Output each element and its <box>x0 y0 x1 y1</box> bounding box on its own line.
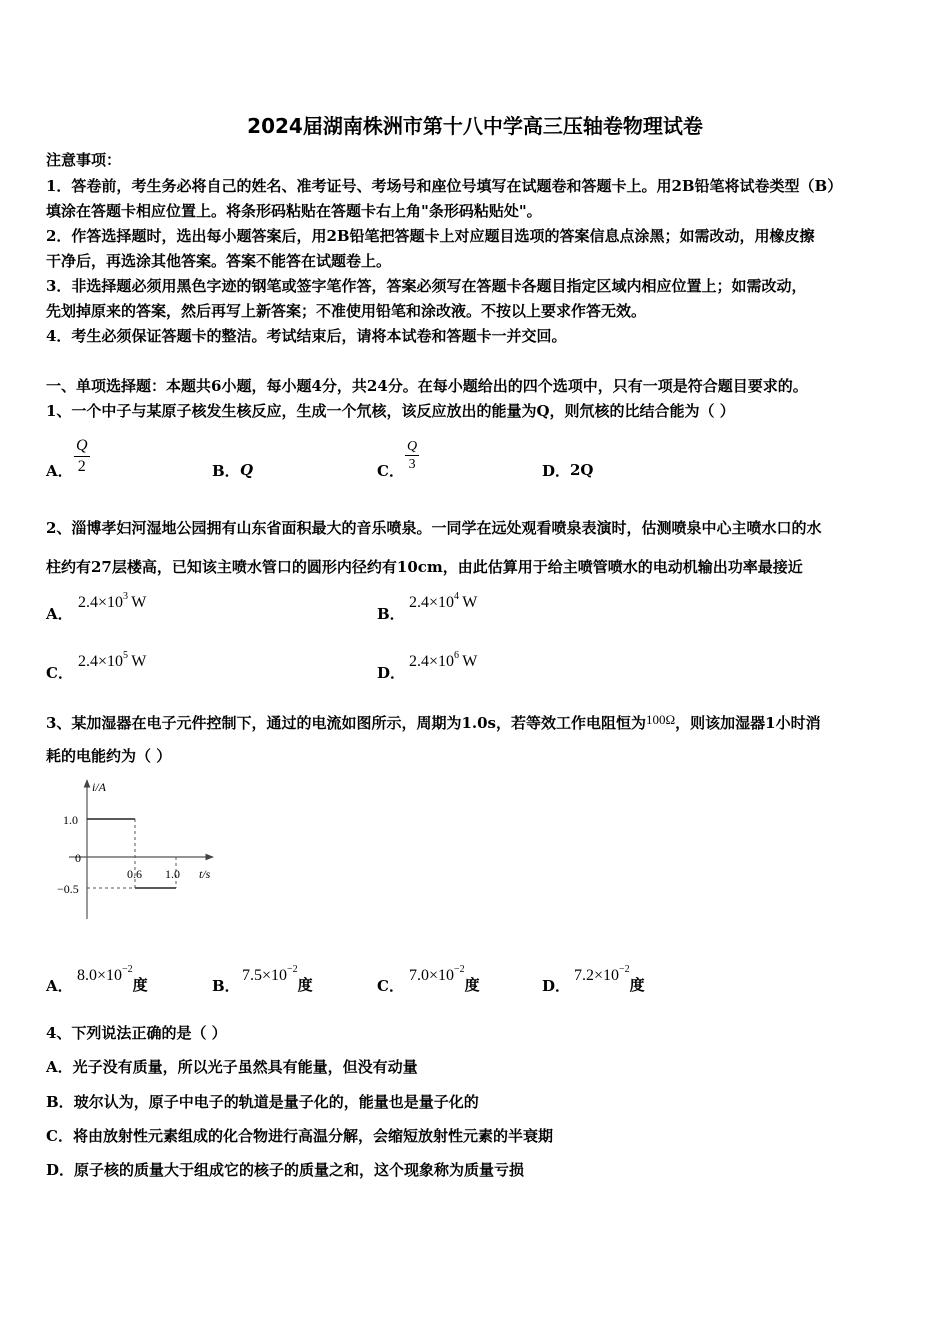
notice-line: 填涂在答题卡相应位置上。将条形码粘贴在答题卡右上角"条形码粘贴处"。 <box>46 202 542 220</box>
notice-line: 先划掉原来的答案，然后再写上新答案；不准使用铅笔和涂改液。不按以上要求作答无效。 <box>46 302 647 320</box>
q1-option-c-label: C． <box>377 462 404 480</box>
question-4-stem: 4、下列说法正确的是（ ） <box>46 1024 227 1042</box>
q2-option-a-value: $2.4\times 10^3$ W <box>78 591 147 611</box>
q4-option-a: A．光子没有质量，所以光子虽然具有能量，但没有动量 <box>46 1058 418 1076</box>
q2-option-a-label: A． <box>46 605 73 623</box>
y-axis-label: i/A <box>92 780 106 794</box>
x-tick-label: 0.6 <box>127 867 142 881</box>
notice-line: 干净后，再选涂其他答案。答案不能答在试题卷上。 <box>46 252 392 270</box>
q3-option-d-label: D． <box>542 977 571 995</box>
q3-option-a-label: A． <box>46 977 73 995</box>
question-1-stem: 1、一个中子与某原子核发生核反应，生成一个氘核，该反应放出的能量为Q，则氘核的比结合能为（ ） <box>46 402 735 420</box>
q1-option-b-label: B． <box>212 462 240 480</box>
notice-line: 3．非选择题必须用黑色字迹的钢笔或签字笔作答，答案必须写在答题卡各题目指定区域内相应位置上；如需改动， <box>46 277 807 295</box>
q1-option-d-label: D． <box>542 462 571 480</box>
notice-line: 1．答卷前，考生务必将自己的姓名、准考证号、考场号和座位号填写在试题卷和答题卡上。用2B铅笔将试卷类型（B） <box>46 177 843 195</box>
q2-option-c-value: $2.4\times 10^5$ W <box>78 650 147 670</box>
q3-option-b-value: $7.5\times 10^{-2}$度 <box>242 964 313 994</box>
question-2-stem: 2、淄博孝妇河湿地公园拥有山东省面积最大的音乐喷泉。一同学在远处观看喷泉表演时，估测喷泉中心主喷水口的水 <box>46 519 822 537</box>
q4-option-c: C．将由放射性元素组成的化合物进行高温分解，会缩短放射性元素的半衰期 <box>46 1127 553 1145</box>
q3-option-c-value: $7.0\times 10^{-2}$度 <box>409 964 480 994</box>
q1-option-a-value: $\frac{Q}{2}$ <box>76 437 88 475</box>
question-2-stem-cont: 柱约有27层楼高，已知该主喷水管口的圆形内径约有10cm，由此估算用于给主喷管喷水的电动机输出功率最接近 <box>46 558 803 576</box>
q3-option-b-label: B． <box>212 977 240 995</box>
q2-option-b-value: $2.4\times 10^4$ W <box>409 591 478 611</box>
q3-option-c-label: C． <box>377 977 404 995</box>
q4-option-d: D．原子核的质量大于组成它的核子的质量之和，这个现象称为质量亏损 <box>46 1161 525 1179</box>
x-tick-label: 1.0 <box>165 867 180 881</box>
q1-option-d-value: 2Q <box>570 461 594 479</box>
q1-option-b-value: Q <box>240 461 254 479</box>
q3-option-d-value: $7.2\times 10^{-2}$度 <box>574 964 645 994</box>
q3-option-a-value: $8.0\times 10^{-2}$度 <box>77 964 148 994</box>
notice-line: 2．作答选择题时，选出每小题答案后，用2B铅笔把答题卡上对应题目选项的答案信息点涂黑；如需改动，用橡皮擦 <box>46 227 815 245</box>
y-tick-label: 0 <box>75 851 81 865</box>
q2-option-d-value: $2.4\times 10^6$ W <box>409 650 478 670</box>
q2-option-c-label: C． <box>46 664 73 682</box>
q2-option-d-label: D． <box>377 664 406 682</box>
x-axis-label: t/s <box>199 867 211 881</box>
q1-option-a-label: A． <box>46 462 73 480</box>
current-time-graph <box>55 774 225 924</box>
question-3-stem: 3、某加湿器在电子元件控制下，通过的电流如图所示，周期为1.0s，若等效工作电阻恒为100Ω，则该加湿器1小时消 <box>46 712 821 732</box>
q4-option-b: B．玻尔认为，原子中电子的轨道是量子化的，能量也是量子化的 <box>46 1093 479 1111</box>
q2-option-b-label: B． <box>377 605 405 623</box>
resistance-value: 100Ω <box>645 712 676 727</box>
q1-option-c-value: $\frac{Q}{3}$ <box>407 439 418 472</box>
page-title: 2024届湖南株洲市第十八中学高三压轴卷物理试卷 <box>247 114 703 138</box>
section-heading: 一、单项选择题：本题共6小题，每小题4分，共24分。在每小题给出的四个选项中，只有一项是符合题目要求的。 <box>46 377 808 395</box>
y-tick-label: 1.0 <box>63 813 78 827</box>
notice-heading: 注意事项： <box>46 151 122 169</box>
y-tick-label: −0.5 <box>57 882 79 896</box>
question-3-stem-cont: 耗的电能约为（ ） <box>46 747 172 765</box>
notice-line: 4．考生必须保证答题卡的整洁。考试结束后，请将本试卷和答题卡一并交回。 <box>46 327 567 345</box>
